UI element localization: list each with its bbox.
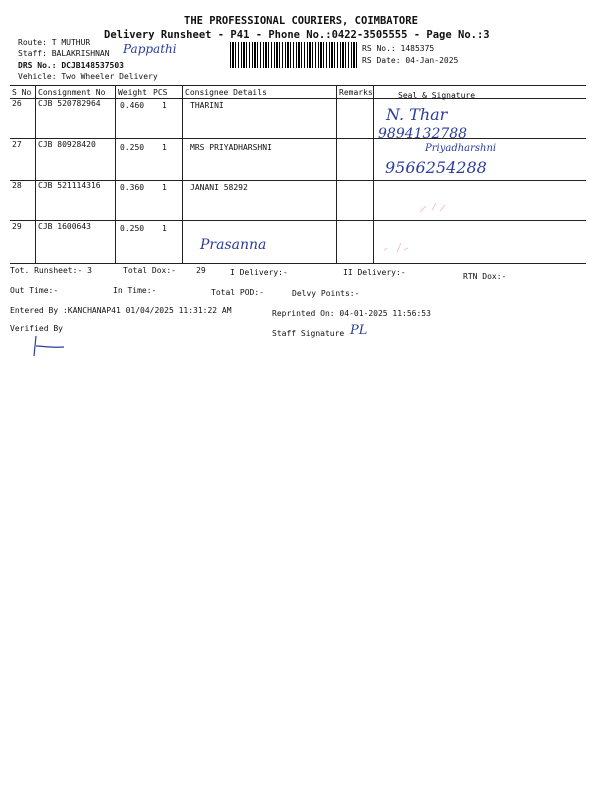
- row-27-consignee: MRS PRIYADHARSHNI: [190, 143, 272, 152]
- col-header-consignee: Consignee Details: [185, 88, 267, 97]
- row-28-consignee: JANANI 58292: [190, 183, 248, 192]
- i-delivery: I Delivery:-: [230, 268, 288, 277]
- row-27-pcs: 1: [162, 143, 167, 152]
- col-divider-sno: [35, 85, 36, 263]
- col-header-pcs: PCS: [153, 88, 168, 97]
- delvy-points: Delvy Points:-: [292, 289, 360, 298]
- col-header-sno: S No: [12, 88, 32, 97]
- drs-number: DRS No.: DCJB148537503: [18, 61, 124, 70]
- verified-by: Verified By: [10, 324, 63, 333]
- row-29-handwritten-name: Prasanna: [200, 237, 267, 253]
- total-pod: Total POD:-: [211, 288, 264, 297]
- total-dox-value: 29: [196, 266, 206, 275]
- row-26-weight: 0.460: [120, 101, 145, 110]
- row-26-handwritten-name: N. Thar: [386, 105, 448, 124]
- in-time: In Time:-: [113, 286, 157, 295]
- col-divider-remarks: [373, 85, 374, 263]
- ii-delivery: II Delivery:-: [343, 268, 406, 277]
- rs-date: RS Date: 04-Jan-2025: [362, 56, 459, 65]
- col-header-remarks: Remarks: [339, 88, 373, 97]
- row-26-handwritten-phone: 9894132788: [378, 126, 468, 142]
- row-27-weight: 0.250: [120, 143, 145, 152]
- row-29-weight: 0.250: [120, 224, 145, 233]
- tot-runsheet: Tot. Runsheet:- 3: [10, 266, 92, 275]
- route-label: Route: T MUTHUR: [18, 38, 91, 47]
- row-28-weight: 0.360: [120, 183, 145, 192]
- rs-number: RS No.: 1485375: [362, 44, 435, 53]
- table-top-border: [10, 85, 586, 86]
- row-26-sno: 26: [12, 99, 22, 108]
- total-dox-label: Total Dox:-: [123, 266, 176, 275]
- row-27-handwritten-phone: 9566254288: [385, 158, 487, 177]
- row-27-handwritten-note: Priyadharshni: [425, 143, 497, 154]
- col-header-weight: Weight: [118, 88, 147, 97]
- row-29-sno: 29: [12, 222, 22, 231]
- runsheet-subtitle: Delivery Runsheet - P41 - Phone No.:0422-3505555 - Page No.:3: [104, 29, 490, 41]
- staff-signature-label: Staff Signature: [272, 329, 345, 338]
- staff-handwritten-signature: Pappathi: [123, 42, 177, 56]
- row-border-3: [10, 220, 586, 221]
- row-28-consignment: CJB 521114316: [38, 181, 101, 190]
- row-28-sno: 28: [12, 181, 22, 190]
- rtn-dox: RTN Dox:-: [463, 272, 507, 281]
- company-title: THE PROFESSIONAL COURIERS, COIMBATORE: [184, 15, 418, 27]
- reprinted-on: Reprinted On: 04-01-2025 11:56:53: [272, 309, 431, 318]
- row-29-consignment: CJB 1600643: [38, 222, 91, 231]
- faint-stamp-mark-2: [380, 240, 410, 256]
- col-divider-weight: [182, 85, 183, 263]
- table-bottom-border: [10, 263, 586, 264]
- row-26-consignment: CJB 520782964: [38, 99, 101, 108]
- staff-label: Staff: BALAKRISHNAN: [18, 49, 110, 58]
- staff-signature-handwritten: PL: [350, 323, 368, 338]
- faint-stamp-mark: [418, 200, 448, 216]
- row-border-1: [10, 138, 586, 139]
- col-header-consignment: Consignment No: [38, 88, 106, 97]
- row-27-consignment: CJB 80928420: [38, 140, 96, 149]
- col-header-seal: Seal & Signature: [398, 91, 476, 100]
- col-divider-consignee: [336, 85, 337, 263]
- row-28-pcs: 1: [162, 183, 167, 192]
- col-divider-consignment: [115, 85, 116, 263]
- row-27-sno: 27: [12, 140, 22, 149]
- barcode: [230, 42, 358, 68]
- out-time: Out Time:-: [10, 286, 59, 295]
- row-26-pcs: 1: [162, 101, 167, 110]
- vehicle-label: Vehicle: Two Wheeler Delivery: [18, 72, 158, 81]
- entered-by: Entered By :KANCHANAP41 01/04/2025 11:31:22 AM: [10, 306, 232, 315]
- row-29-pcs: 1: [162, 224, 167, 233]
- row-26-consignee: THARINI: [190, 101, 224, 110]
- verified-by-signature: [28, 334, 68, 360]
